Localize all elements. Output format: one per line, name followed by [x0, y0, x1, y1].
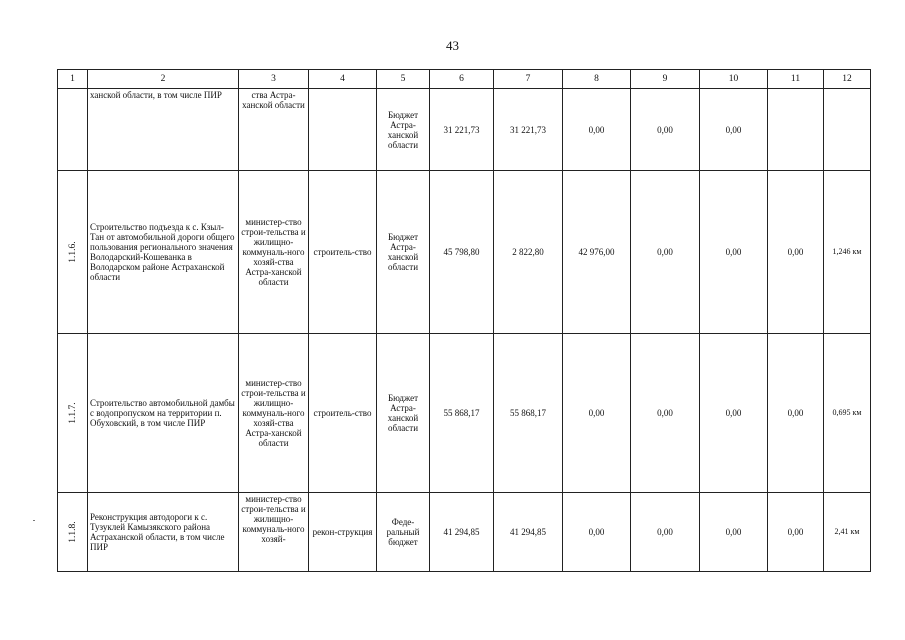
- table-row: [58, 493, 871, 572]
- value-col-11: 0,00: [768, 493, 824, 572]
- work-type: рекон-струкция: [309, 493, 377, 572]
- funding-source: Феде-ральный бюджет: [377, 493, 430, 572]
- scan-speck: [33, 520, 35, 521]
- value-col-6: 41 294,85: [430, 493, 494, 572]
- value-col-9: 0,00: [631, 493, 700, 572]
- value-col-10: 0,00: [700, 171, 768, 334]
- col-header-3: 3: [239, 70, 309, 89]
- length-value: 0,695 км: [824, 334, 871, 493]
- value-col-8: 42 976,00: [563, 171, 631, 334]
- col-header-2: 2: [88, 70, 239, 89]
- table-row: [58, 171, 871, 334]
- value-col-9: 0,00: [631, 89, 700, 171]
- value-col-9: 0,00: [631, 334, 700, 493]
- executor: министер-ство строи-тельства и жилищно-коммуналь-ного хозяй-ства Астра-ханской области: [239, 171, 309, 334]
- budget-table: [57, 69, 871, 572]
- project-name: Строительство автомобильной дамбы с водопропуском на территории п. Обуховский, в том числе ПИР: [88, 334, 239, 493]
- value-col-11: 0,00: [768, 171, 824, 334]
- col-header-5: 5: [377, 70, 430, 89]
- table-row: [58, 334, 871, 493]
- value-col-8: 0,00: [563, 493, 631, 572]
- col-header-10: 10: [700, 70, 768, 89]
- value-col-11: [768, 89, 824, 171]
- col-header-12: 12: [824, 70, 871, 89]
- value-col-7: 41 294,85: [494, 493, 563, 572]
- row-number: 1.1.8.: [58, 493, 88, 572]
- col-header-7: 7: [494, 70, 563, 89]
- work-type: [309, 89, 377, 171]
- funding-source: Бюджет Астра-ханской области: [377, 171, 430, 334]
- page-number: 43: [446, 38, 459, 53]
- col-header-8: 8: [563, 70, 631, 89]
- project-name: ханской области, в том числе ПИР: [88, 89, 239, 171]
- funding-source: Бюджет Астра-ханской области: [377, 334, 430, 493]
- row-number: 1.1.6.: [58, 171, 88, 334]
- value-col-7: 55 868,17: [494, 334, 563, 493]
- value-col-11: 0,00: [768, 334, 824, 493]
- length-value: [824, 89, 871, 171]
- row-number: 1.1.7.: [58, 334, 88, 493]
- col-header-11: 11: [768, 70, 824, 89]
- col-header-1: 1: [58, 70, 88, 89]
- value-col-6: 45 798,80: [430, 171, 494, 334]
- executor: министер-ство строи-тельства и жилищно-коммуналь-ного хозяй-ства Астра-ханской области: [239, 334, 309, 493]
- project-name: Строительство подъезда к с. Кзыл-Тан от автомобильной дороги общего пользования регионального значения Володарский-Кошеванка в Володарском районе Астраханской области: [88, 171, 239, 334]
- value-col-9: 0,00: [631, 171, 700, 334]
- work-type: строитель-ство: [309, 171, 377, 334]
- table-row: [58, 89, 871, 171]
- value-col-6: 55 868,17: [430, 334, 494, 493]
- length-value: 2,41 км: [824, 493, 871, 572]
- value-col-7: 31 221,73: [494, 89, 563, 171]
- col-header-4: 4: [309, 70, 377, 89]
- work-type: строитель-ство: [309, 334, 377, 493]
- value-col-10: 0,00: [700, 493, 768, 572]
- value-col-8: 0,00: [563, 89, 631, 171]
- value-col-7: 2 822,80: [494, 171, 563, 334]
- row-number: [58, 89, 88, 171]
- value-col-10: 0,00: [700, 334, 768, 493]
- executor: министер-ство строи-тельства и жилищно-коммуналь-ного хозяй-: [239, 493, 309, 572]
- executor: ства Астра-ханской области: [239, 89, 309, 171]
- table-header-row: [58, 70, 871, 89]
- value-col-10: 0,00: [700, 89, 768, 171]
- col-header-9: 9: [631, 70, 700, 89]
- funding-source: Бюджет Астра-ханской области: [377, 89, 430, 171]
- value-col-8: 0,00: [563, 334, 631, 493]
- value-col-6: 31 221,73: [430, 89, 494, 171]
- length-value: 1,246 км: [824, 171, 871, 334]
- col-header-6: 6: [430, 70, 494, 89]
- project-name: Реконструкция автодороги к с. Тузуклей Камызякского района Астраханской области, в том числе ПИР: [88, 493, 239, 572]
